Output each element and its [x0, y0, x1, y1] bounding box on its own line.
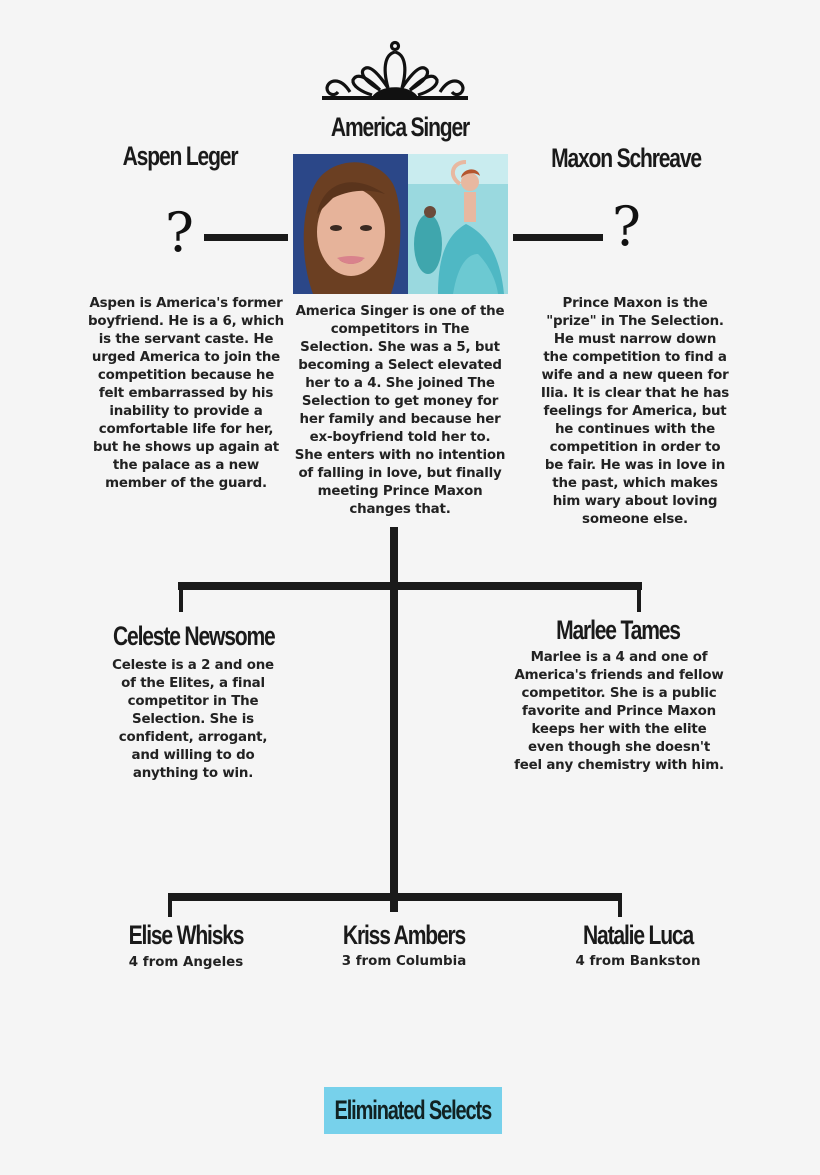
america-portrait-photo: [293, 154, 408, 294]
question-mark-icon: ?: [612, 195, 641, 258]
kriss-ambers-name: Kriss Ambers: [342, 920, 466, 950]
maxon-description: Prince Maxon is the "prize" in The Selection. He must narrow down the competition to find a wife and a new queen for Ilia. It is clear that he has feelings for America, but he continues with the competition in order to be fair. He was in love in the past, which makes him wary about loving someone else.: [540, 296, 730, 527]
marlee-description: Marlee is a 4 and one of America's friends and fellow competitor. She is a public favorite and Prince Maxon keeps her with the elite even though she doesn't feel any chemistry with him.: [514, 650, 724, 773]
selection-cover-photo: [408, 154, 508, 294]
marlee-tames-name: Marlee Tames: [556, 615, 680, 645]
aspen-description: Aspen is America's former boyfriend. He is a 6, which is the servant caste. He urged America to join the competition because he felt embarrassed by his inability to provide a comfortable life for her, but he shows up again at the palace as a new member of the guard.: [88, 296, 284, 491]
tiara-icon: [320, 40, 470, 104]
elise-origin: 4 from Angeles: [128, 955, 244, 970]
kriss-origin: 3 from Columbia: [341, 954, 467, 969]
others-crossbar-line: [168, 893, 622, 901]
natalie-drop-line: [618, 893, 622, 917]
maxon-schreave-name: Maxon Schreave: [551, 143, 701, 173]
marlee-drop-line: [637, 588, 641, 612]
elise-drop-line: [168, 893, 172, 917]
celeste-newsome-name: Celeste Newsome: [113, 621, 275, 651]
maxon-connector-line: [513, 234, 603, 241]
america-singer-name: America Singer: [330, 112, 470, 142]
eliminated-selects-label: Eliminated Selects: [334, 1095, 492, 1125]
elise-whisks-name: Elise Whisks: [128, 920, 244, 950]
natalie-origin: 4 from Bankston: [575, 954, 701, 969]
celeste-drop-line: [179, 588, 183, 612]
natalie-luca-name: Natalie Luca: [582, 920, 694, 950]
question-mark-icon: ?: [165, 201, 194, 264]
eliminated-selects-button[interactable]: [324, 1087, 502, 1134]
america-description: America Singer is one of the competitors in The Selection. She was a 5, but becoming a Select elevated her to a 4. She joined The Selection to get money for her family and because her ex-boyfriend told her to. She enters with no intention of falling in love, but finally meeting Prince Maxon changes that.: [294, 304, 506, 517]
aspen-connector-line: [204, 234, 288, 241]
aspen-leger-name: Aspen Leger: [122, 141, 238, 171]
elite-crossbar-line: [178, 582, 642, 590]
celeste-description: Celeste is a 2 and one of the Elites, a final competitor in The Selection. She is confident, arrogant, and willing to do anything to win.: [112, 658, 274, 781]
